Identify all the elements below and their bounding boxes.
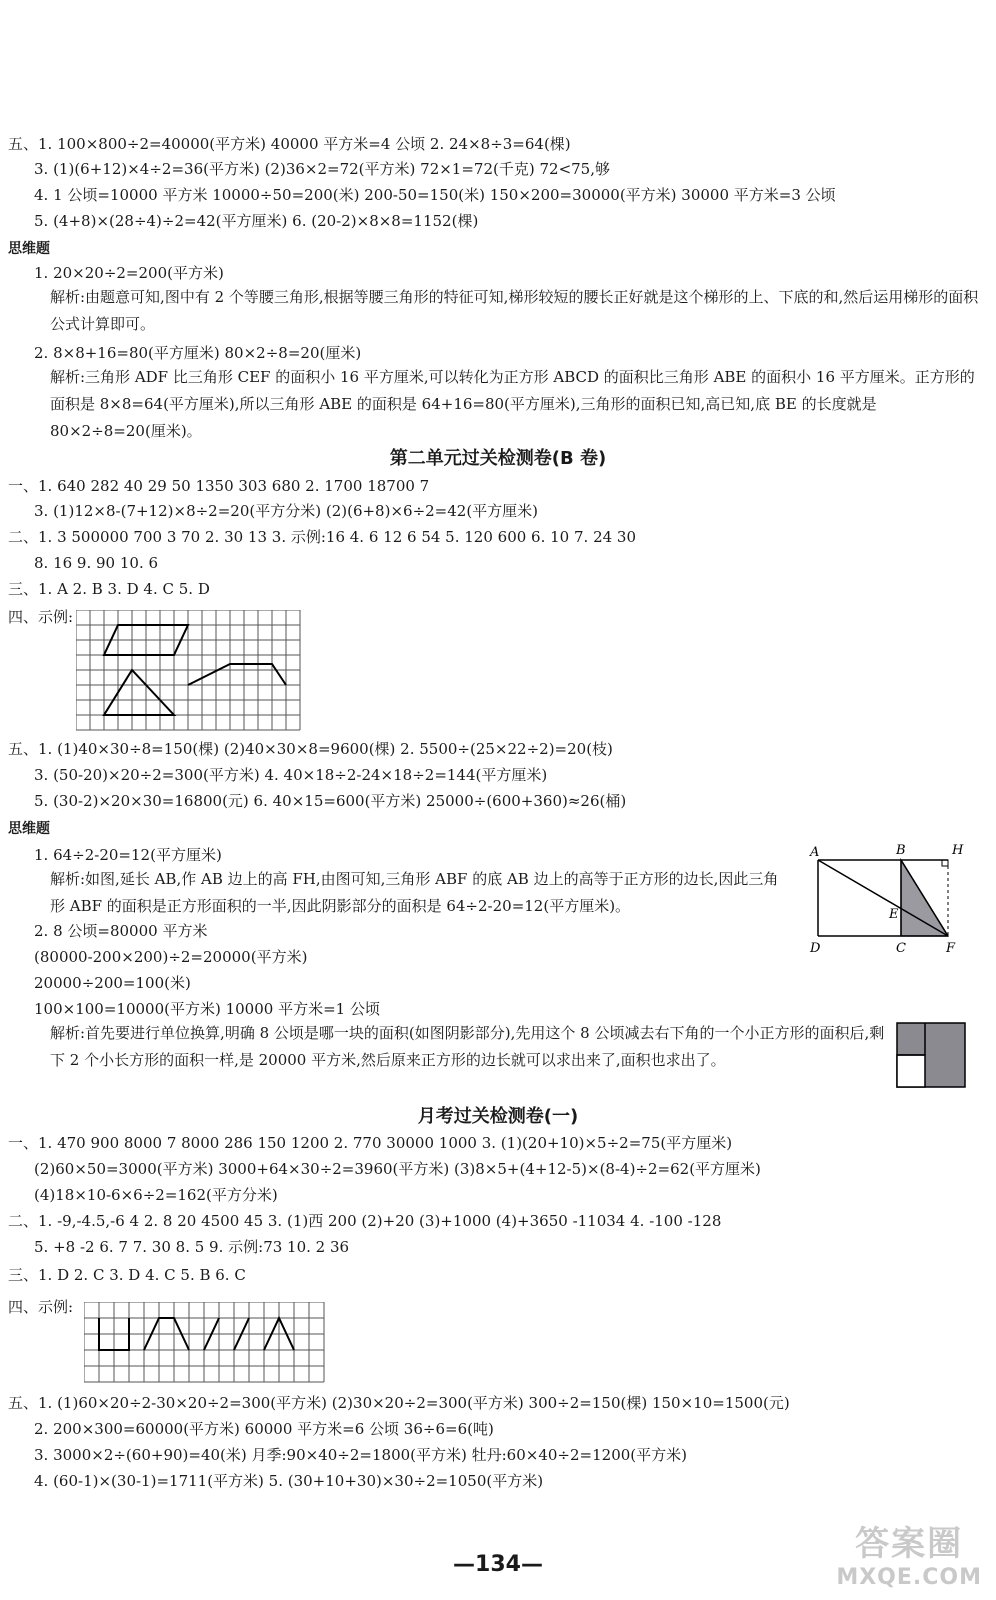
grid-figure-monthly <box>84 1302 326 1384</box>
answer-line: (80000-200×200)÷2=20000(平方米) <box>34 948 308 966</box>
point-label-a: A <box>810 845 820 860</box>
answer-line: 5. (4+8)×(28÷4)÷2=42(平方厘米) 6. (20-2)×8×8=1152(棵) <box>34 212 479 230</box>
answer-line: 4. 1 公顷=10000 平方米 10000÷50=200(米) 200-50=150(米) 150×200=30000(平方米) 30000 平方米=3 公顷 <box>34 186 836 204</box>
point-label-d: D <box>810 941 821 956</box>
answer-line: 3. (50-20)×20÷2=300(平方米) 4. 40×18÷2-24×18÷2=144(平方厘米) <box>34 766 548 784</box>
answer-line: 二、1. -9,-4.5,-6 4 2. 8 20 4500 45 3. (1)西 200 (2)+20 (3)+1000 (4)+3650 -11034 4. -100 -128 <box>8 1212 722 1230</box>
answer-line: 8. 16 9. 90 10. 6 <box>34 554 159 572</box>
section-heading: 思维题 <box>8 241 50 257</box>
answer-line: 1. 20×20÷2=200(平方米) <box>34 264 224 282</box>
point-label-h: H <box>952 843 964 858</box>
point-label-e: E <box>889 907 899 922</box>
answer-line: (4)18×10-6×6÷2=162(平方分米) <box>34 1186 278 1204</box>
grid-figure-unitB <box>76 610 302 732</box>
analysis-text: 解析:如图,延长 AB,作 AB 边上的高 FH,由图可知,三角形 ABF 的底 AB 边上的高等于正方形的边长,因此三角形 ABF 的面积是正方形面积的一半,因此阴影部分的面积是 64÷2-20=12(平方厘米)。 <box>50 870 779 915</box>
point-label-b: B <box>896 843 906 858</box>
watermark <box>836 1516 982 1590</box>
answer-line: 3. (1)(6+12)×4÷2=36(平方米) (2)36×2=72(平方米) 72×1=72(千克) 72<75,够 <box>34 160 610 178</box>
answer-line: 三、1. A 2. B 3. D 4. C 5. D <box>8 580 210 598</box>
analysis-text: 解析:由题意可知,图中有 2 个等腰三角形,根据等腰三角形的特征可知,梯形较短的腰长正好就是这个梯形的上、下底的和,然后运用梯形的面积公式计算即可。 <box>50 288 979 333</box>
section-title: 月考过关检测卷(一) <box>417 1106 579 1127</box>
answer-line: 5. (30-2)×20×30=16800(元) 6. 40×15=600(平方米) 25000÷(600+360)≈26(桶) <box>34 792 627 810</box>
answer-line: 4. (60-1)×(30-1)=1711(平方米) 5. (30+10+30)×30÷2=1050(平方米) <box>34 1472 544 1490</box>
answer-line: 20000÷200=100(米) <box>34 974 191 992</box>
page-number: —134— <box>453 1552 543 1577</box>
answer-line: 3. (1)12×8-(7+12)×8÷2=20(平方分米) (2)(6+8)×6÷2=42(平方厘米) <box>34 502 539 520</box>
answer-line: 100×100=10000(平方米) 10000 平方米=1 公顷 <box>34 1000 380 1018</box>
watermark-url: MXQE.COM <box>836 1565 982 1590</box>
point-label-f: F <box>946 941 956 956</box>
answer-line: 二、1. 3 500000 700 3 70 2. 30 13 3. 示例:16 4. 6 12 6 54 5. 120 600 6. 10 7. 24 30 <box>8 528 637 546</box>
answer-line: 五、1. (1)40×30÷8=150(棵) (2)40×30×8=9600(棵) 2. 5500÷(25×22÷2)=20(枝) <box>8 740 613 758</box>
answer-line: 2. 200×300=60000(平方米) 60000 平方米=6 公顷 36÷6=6(吨) <box>34 1420 494 1438</box>
answer-line: (2)60×50=3000(平方米) 3000+64×30÷2=3960(平方米) (3)8×5+(4+12-5)×(8-4)÷2=62(平方厘米) <box>34 1160 761 1178</box>
analysis-text: 解析:三角形 ADF 比三角形 CEF 的面积小 16 平方厘米,可以转化为正方形 ABCD 的面积比三角形 ABE 的面积小 16 平方厘米。正方形的面积是 8×8=64(平方厘米),所以三角形 ABE 的面积是 64+16=80(平方厘米),三角形的面积已知,高已知,底 BE 的长度就是 80×2÷8=20(厘米)。 <box>50 368 975 440</box>
answer-line: 一、1. 470 900 8000 7 8000 286 150 1200 2. 770 30000 1000 3. (1)(20+10)×5÷2=75(平方厘米) <box>8 1134 733 1152</box>
answer-line: 5. +8 -2 6. 7 7. 30 8. 5 9. 示例:73 10. 2 36 <box>34 1238 350 1256</box>
section-heading: 思维题 <box>8 821 50 837</box>
answer-line: 五、1. 100×800÷2=40000(平方米) 40000 平方米=4 公顷 2. 24×8÷3=64(棵) <box>8 135 571 153</box>
square-shaded-figure <box>896 1022 968 1090</box>
answer-line: 四、示例: <box>8 1298 74 1316</box>
point-label-c: C <box>896 941 906 956</box>
answer-line: 五、1. (1)60×20÷2-30×20÷2=300(平方米) (2)30×20÷2=300(平方米) 300÷2=150(棵) 150×10=1500(元) <box>8 1394 790 1412</box>
answer-line: 2. 8 公顷=80000 平方米 <box>34 922 208 940</box>
answer-line: 一、1. 640 282 40 29 50 1350 303 680 2. 1700 18700 7 <box>8 477 430 495</box>
answer-line: 1. 64÷2-20=12(平方厘米) <box>34 846 222 864</box>
answer-line: 3. 3000×2÷(60+90)=40(米) 月季:90×40÷2=1800(平方米) 牡丹:60×40÷2=1200(平方米) <box>34 1446 687 1464</box>
section-title: 第二单元过关检测卷(B 卷) <box>389 448 607 469</box>
answer-line: 2. 8×8+16=80(平方厘米) 80×2÷8=20(厘米) <box>34 344 362 362</box>
answer-line: 三、1. D 2. C 3. D 4. C 5. B 6. C <box>8 1266 246 1284</box>
answer-line: 四、示例: <box>8 608 74 626</box>
geometry-figure <box>808 840 978 960</box>
analysis-text: 解析:首先要进行单位换算,明确 8 公顷是哪一块的面积(如图阴影部分),先用这个 8 公顷减去右下角的一个小正方形的面积后,剩下 2 个小长方形的面积一样,是 20000 平方米,然后原来正方形的边长就可以求出来了,面积也求出了。 <box>50 1024 885 1069</box>
watermark-logo-text: 答案圈 <box>855 1524 964 1564</box>
